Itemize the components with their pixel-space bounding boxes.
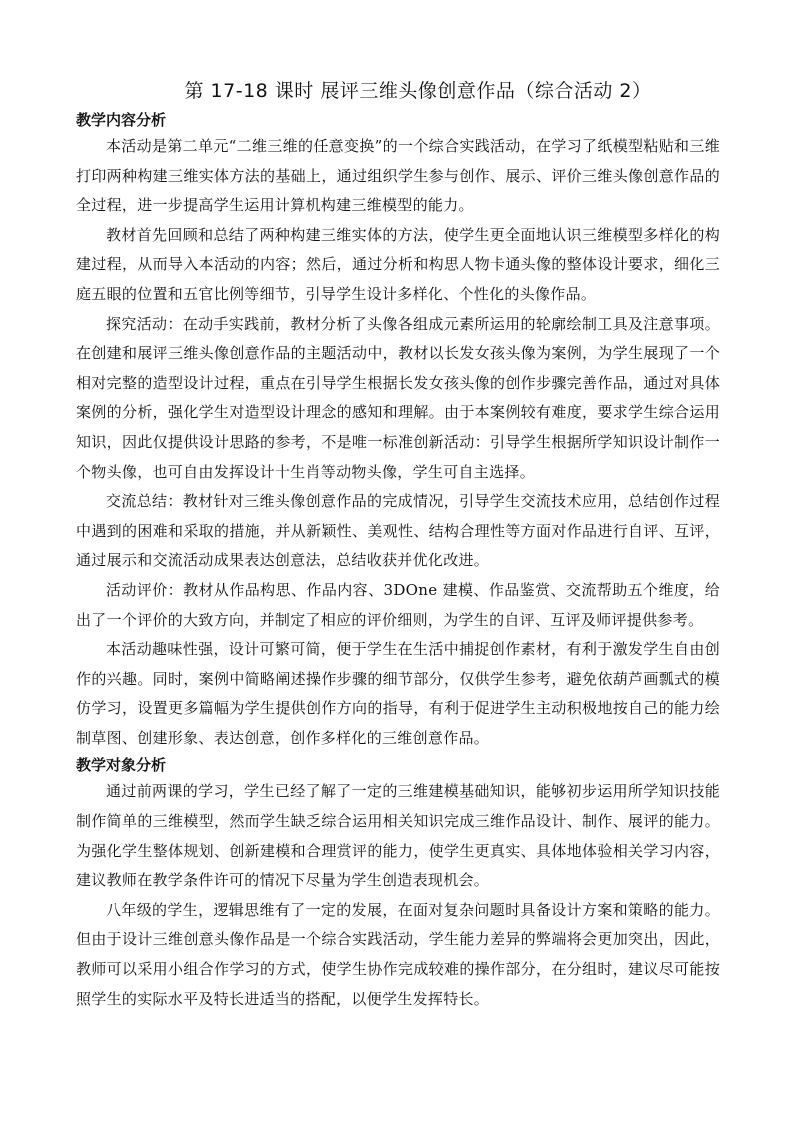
paragraph: 八年级的学生，逻辑思维有了一定的发展，在面对复杂问题时具备设计方案和策略的能力。但由于设计三维创意头像作品是一个综合实践活动，学生能力差异的弊端将会更加突出，因此，教师可以采用小组合作学习的方式，使学生协作完成较难的操作部分，在分组时，建议尽可能按照学生的实际水平及特长进适当的搭配，以便学生发挥特长。 (76, 900, 720, 1008)
section-heading: 教学对象分析 (76, 756, 167, 775)
paragraph: 探究活动：在动手实践前，教材分析了头像各组成元素所运用的轮廓绘制工具及注意事项。在创建和展评三维头像创意作品的主题活动中，教材以长发女孩头像为案例，为学生展现了一个相对完整的造型设计过程，重点在引导学生根据长发女孩头像的创作步骤完善作品，通过对具体案例的分析，强化学生对造型设计理念的感知和理解。由于本案例较有难度，要求学生综合运用知识，因此仅提供设计思路的参考，不是唯一标准创新活动：引导学生根据所学知识设计制作一个物头像，也可自由发挥设计十生肖等动物头像，学生可自主选择。 (76, 314, 720, 481)
section-content-analysis (76, 108, 720, 753)
section-student-analysis (76, 753, 720, 1014)
paragraph: 本活动是第二单元“二维三维的任意变换”的一个综合实践活动，在学习了纸模型粘贴和三维打印两种构建三维实体方法的基础上，通过组织学生参与创作、展示、评价三维头像创意作品的全过程，进一步提高学生运用计算机构建三维模型的能力。 (76, 137, 720, 215)
page-title: 第 17-18 课时 展评三维头像创意作品（综合活动 2） (184, 80, 652, 102)
paragraph: 本活动趣味性强，设计可繁可简，便于学生在生活中捕捉创作素材，有利于激发学生自由创作的兴趣。同时，案例中简略阐述操作步骤的细节部分，仅供学生参考，避免依葫芦画瓢式的模仿学习，设置更多篇幅为学生提供创作方向的指导，有利于促进学生主动积极地按自己的能力绘制草图、创建形象、表达创意，创作多样化的三维创意作品。 (76, 640, 720, 747)
paragraph: 通过前两课的学习，学生已经了解了一定的三维建模基础知识，能够初步运用所学知识技能制作简单的三维模型，然而学生缺乏综合运用相关知识完成三维作品设计、制作、展评的能力。为强化学生整体规划、创新建模和合理赏评的能力，使学生更真实、具体地体验相关学习内容，建议教师在教学条件许可的情况下尽量为学生创造表现机会。 (76, 782, 720, 890)
paragraph: 教材首先回顾和总结了两种构建三维实体的方法，使学生更全面地认识三维模型多样化的构建过程，从而导入本活动的内容；然后，通过分析和构思人物卡通头像的整体设计要求，细化三庭五眼的位置和五官比例等细节，引导学生设计多样化、个性化的头像作品。 (76, 225, 720, 303)
document-page (76, 78, 720, 1014)
section-heading: 教学内容分析 (76, 111, 167, 129)
paragraph: 活动评价：教材从作品构思、作品内容、3DOne 建模、作品鉴赏、交流帮助五个维度，给出了一个评价的大致方向，并制定了相应的评价细则，为学生的自评、互评及师评提供参考。 (76, 580, 720, 629)
paragraph: 交流总结：教材针对三维头像创意作品的完成情况，引导学生交流技术应用，总结创作过程中遇到的困难和采取的措施，并从新颖性、美观性、结构合理性等方面对作品进行自评、互评，通过展示和交流活动成果表达创意法，总结收获并优化改进。 (76, 492, 720, 570)
